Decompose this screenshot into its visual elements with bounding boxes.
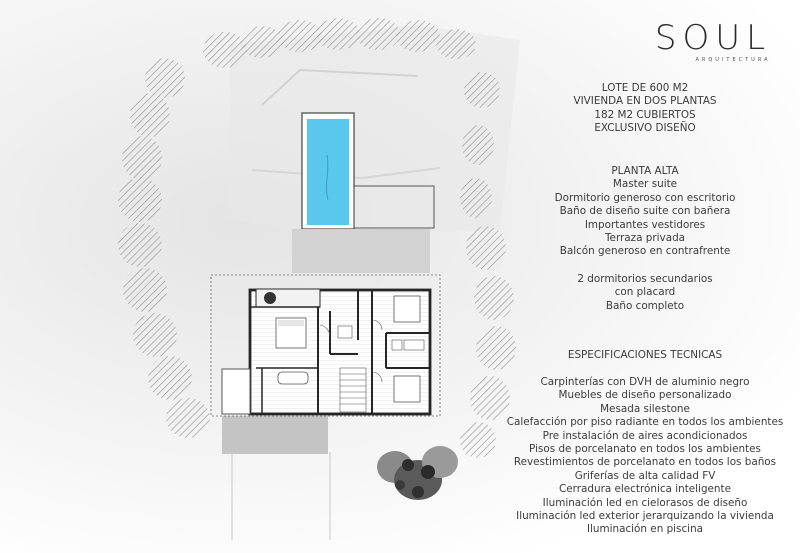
secondary-rooms-block	[495, 273, 795, 313]
gallery-roof	[292, 229, 430, 273]
spec-line: Cerradura electrónica inteligente	[559, 483, 731, 496]
section-title: PLANTA ALTA	[611, 165, 679, 177]
feature-line: 2 dormitorios secundarios	[577, 273, 713, 285]
brand-subtitle: ARQUITECTURA	[695, 57, 771, 63]
spec-line: Pre instalación de aires acondicionados	[542, 429, 748, 442]
spec-line: Mesada silestone	[600, 402, 690, 415]
feature-line: Baño de diseño suite con bañera	[559, 205, 731, 218]
tree-group	[377, 446, 458, 500]
summary-line: 182 M2 CUBIERTOS	[594, 108, 696, 121]
planta-alta-block	[495, 165, 795, 259]
summary-block	[495, 82, 795, 136]
spec-line: Pisos de porcelanato en todos los ambientes	[529, 443, 761, 456]
feature-line: con placard	[614, 286, 676, 299]
spec-line: Griferías de alta calidad FV	[574, 469, 716, 482]
brand-name: SOUL	[654, 18, 772, 58]
balcony	[222, 369, 250, 414]
feature-line: Master suite	[612, 178, 678, 191]
summary-line: LOTE DE 600 M2	[601, 82, 689, 94]
hedge-left	[118, 58, 210, 438]
spec-line: Revestimientos de porcelanato en todos los baños	[513, 456, 777, 469]
upper-floor-plan	[227, 289, 430, 414]
feature-line: Dormitorio generoso con escritorio	[554, 191, 736, 204]
spec-line: Iluminación led exterior jerarquizando la vivienda	[516, 510, 774, 523]
brand-logo	[648, 20, 778, 63]
specs-title: ESPECIFICACIONES TECNICAS	[567, 349, 723, 361]
spec-line: Iluminación led en cielorasos de diseño	[542, 496, 748, 509]
summary-line: EXCLUSIVO DISEÑO	[594, 122, 696, 135]
entrance-slab	[222, 416, 328, 454]
spec-line: Muebles de diseño personalizado	[558, 389, 732, 402]
spec-line: Iluminación en piscina	[586, 523, 704, 536]
spec-line: Carpinterías con DVH de aluminio negro	[540, 376, 750, 388]
spec-line: Calefacción por piso radiante en todos los ambientes	[506, 416, 784, 429]
feature-line: Baño completo	[605, 299, 685, 312]
feature-line: Terraza privada	[604, 232, 686, 245]
feature-line: Balcón generoso en contrafrente	[559, 245, 731, 258]
specs-block	[495, 376, 795, 537]
summary-line: VIVIENDA EN DOS PLANTAS	[573, 95, 717, 108]
feature-line: Importantes vestidores	[584, 218, 706, 231]
